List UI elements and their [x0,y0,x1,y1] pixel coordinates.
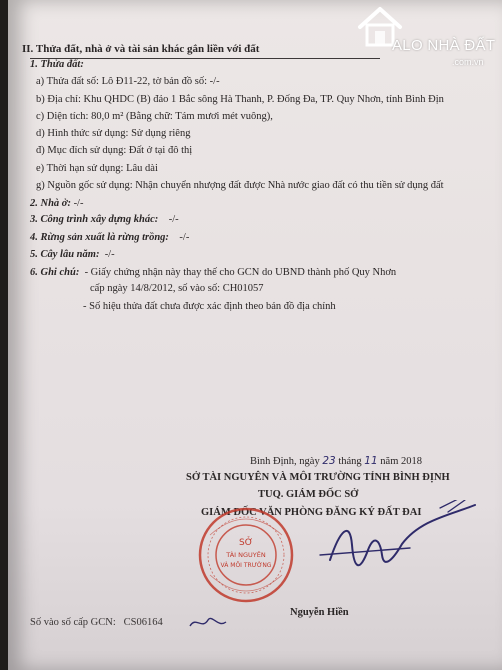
land-heading-label: Thửa đất [40,59,81,70]
item-other-works: 3. Công trình xây dựng khác: -/- [30,214,179,225]
notes-line-1: - Giấy chứng nhận này thay thế cho GCN do UBND thành phố Quy Nhơn [84,267,397,278]
initials-mark [188,612,228,634]
item-other-works-label: Công trình xây dựng khác [40,214,155,225]
seal-text-mid: TÀI NGUYÊN [226,551,266,559]
notes-line-3: - Số hiệu thửa đất chưa được xác định theo bản đồ địa chính [83,301,336,312]
item-forest-label: Rừng sản xuất là rừng trồng [40,232,166,243]
official-seal [196,505,296,605]
issuing-org: SỞ TÀI NGUYÊN VÀ MÔI TRƯỜNG TỈNH BÌNH ĐỊNH [186,472,450,483]
item-perennial-value: -/- [104,249,115,260]
notes: 6. Ghi chú: - Giấy chứng nhận này thay thế cho GCN do UBND thành phố Quy Nhơn [30,267,397,278]
item-house-label: Nhà ở [40,198,68,209]
notes-label: Ghi chú [40,267,76,278]
issuance-record-value: CS06164 [123,617,163,628]
item-other-works-value: -/- [168,214,179,225]
land-line-purpose: đ) Mục đích sử dụng: Đất ở tại đô thị [36,145,193,156]
seal-text-top: SỞ [239,538,253,548]
date-month: 11 [364,455,378,467]
issuance-record-label: Số vào số cấp GCN: [30,617,116,628]
item-house: 2. Nhà ở: -/- [30,198,84,209]
role-line-1: TUQ. GIÁM ĐỐC SỞ [258,489,359,500]
place-date: Bình Định, ngày 23 tháng 11 năm 2018 [250,455,422,467]
watermark-brand: ALO NHÀ ĐẤT [392,37,496,54]
land-line-address: b) Địa chỉ: Khu QHDC (B) đảo 1 Bắc sông Hà Thanh, P. Đống Đa, TP. Quy Nhơn, tỉnh Bình Địn [36,94,444,105]
signer-name: Nguyễn Hiền [290,607,349,618]
item-house-value: -/- [73,198,84,209]
notes-line-2: cấp ngày 14/8/2012, số vào số: CH01057 [90,283,264,294]
item-forest: 4. Rừng sản xuất là rừng trồng: -/- [30,232,190,243]
handwritten-signature [290,500,480,600]
issuance-record [30,616,163,630]
section-title: II. Thửa đất, nhà ở và tài sản khác gắn liền với đất [22,43,260,55]
land-heading: 1. Thửa đất: [30,59,84,70]
date-day: 23 [322,455,336,467]
land-line-form: d) Hình thức sử dụng: Sử dụng riêng [36,128,191,139]
land-line-area: c) Diện tích: 80,0 m² (Bằng chữ: Tám mươi mét vuông), [36,111,273,122]
item-perennial-label: Cây lâu năm [40,249,96,260]
land-line-term: e) Thời hạn sử dụng: Lâu dài [36,163,158,174]
role-line-2: GIÁM ĐỐC VĂN PHÒNG ĐĂNG KÝ ĐẤT ĐAI [201,507,422,518]
land-heading-num: 1. [30,59,38,70]
watermark-domain: .com.vn [452,57,484,67]
item-forest-value: -/- [179,232,190,243]
land-line-origin: g) Nguồn gốc sử dụng: Nhận chuyển nhượng đất được Nhà nước giao đất có thu tiền sử dụng đất [36,180,444,191]
seal-text-bot: VÀ MÔI TRƯỜNG [220,562,272,569]
item-perennial: 5. Cây lâu năm: -/- [30,249,115,260]
land-line-lot: a) Thửa đất số: Lô Đ11-22, tờ bản đồ số: -/- [36,76,220,87]
